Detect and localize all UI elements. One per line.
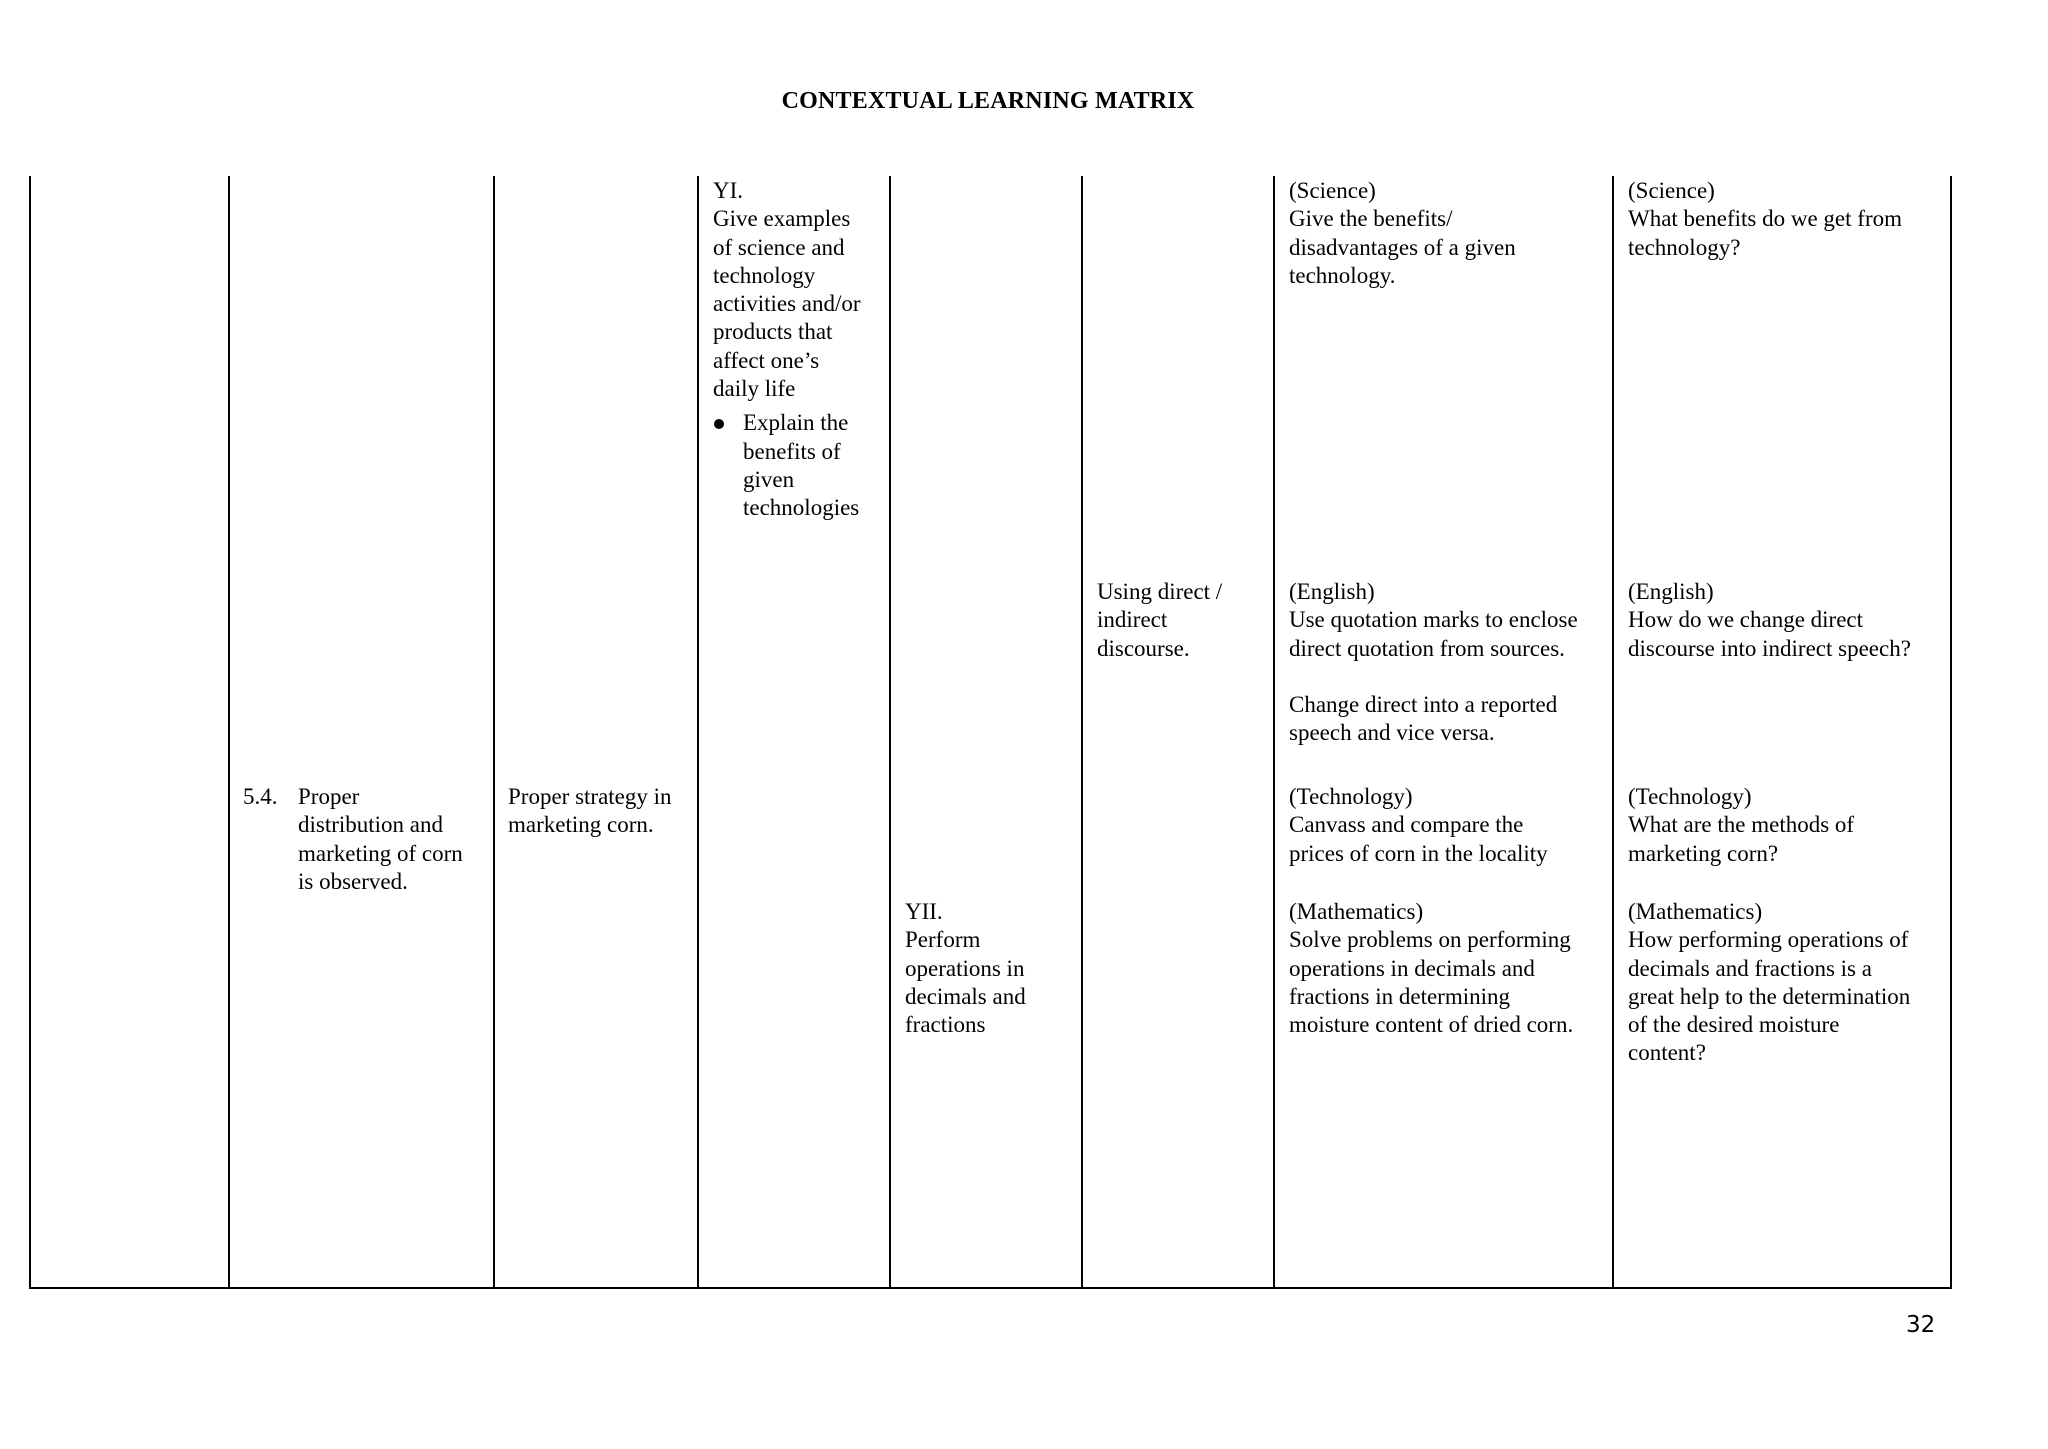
objective-line: Perform — [905, 927, 981, 953]
question-line: of the desired moisture — [1628, 1012, 1840, 1038]
activity-line: disadvantages of a given — [1289, 234, 1516, 260]
column-border — [1950, 176, 1952, 1289]
activity-line: (Technology) — [1289, 784, 1413, 809]
column-border — [697, 176, 699, 1289]
column-border — [1612, 176, 1614, 1289]
learning-matrix-table — [29, 176, 1952, 1289]
bullet-line: technologies — [743, 495, 860, 521]
activity-cell-mathematics — [1289, 898, 1573, 1039]
page-number: 32 — [1906, 1312, 1936, 1338]
question-line: great help to the determination — [1628, 983, 1911, 1009]
objective-line: daily life — [713, 376, 796, 402]
question-line: (Technology) — [1628, 784, 1752, 809]
objective-line: of science and — [713, 234, 845, 260]
outcome-line: is observed. — [298, 868, 408, 894]
question-cell-mathematics — [1628, 898, 1910, 1068]
activity-line: Canvass and compare the — [1289, 812, 1524, 838]
question-line: How performing operations of — [1628, 927, 1909, 953]
activity-line: Solve problems on performing — [1289, 927, 1571, 953]
question-line: How do we change direct — [1628, 607, 1864, 633]
question-cell-english — [1628, 578, 1911, 663]
question-line: decimals and fractions is a — [1628, 955, 1872, 981]
table-bottom-border — [29, 1287, 1952, 1289]
bullet-line: given — [743, 466, 795, 492]
objective-line: products that — [713, 319, 833, 345]
activity-line: prices of corn in the locality — [1289, 840, 1548, 866]
objective-number: YI. — [713, 178, 744, 203]
activity-line: (English) — [1289, 579, 1375, 604]
question-line: (English) — [1628, 579, 1714, 604]
skill-line: discourse. — [1097, 635, 1190, 661]
column-border — [889, 176, 891, 1289]
question-cell-technology — [1628, 783, 1854, 868]
bullet-item — [713, 409, 861, 522]
activity-line: (Mathematics) — [1289, 899, 1424, 924]
activity-line: direct quotation from sources. — [1289, 635, 1565, 661]
objective-line: fractions — [905, 1012, 986, 1038]
outcome-number: 5.4. — [243, 784, 278, 809]
question-line: What are the methods of — [1628, 812, 1855, 838]
objective-line: operations in — [905, 955, 1025, 981]
objective-cell-yii — [905, 898, 1026, 1039]
content-line: Proper strategy in — [508, 784, 672, 809]
bullet-icon — [714, 419, 724, 429]
skill-cell-discourse — [1097, 578, 1222, 663]
outcome-line: marketing of corn — [298, 840, 463, 866]
activity-line: (Science) — [1289, 178, 1376, 203]
question-line: What benefits do we get from — [1628, 206, 1902, 232]
content-line: marketing corn. — [508, 812, 654, 838]
objective-line: affect one’s — [713, 347, 820, 373]
question-line: discourse into indirect speech? — [1628, 635, 1911, 661]
objective-line: YII. — [905, 899, 943, 924]
objective-line: Give examples — [713, 206, 851, 232]
column-border — [1081, 176, 1083, 1289]
column-border — [1273, 176, 1275, 1289]
activity-cell-english — [1289, 578, 1578, 748]
skill-line: indirect — [1097, 607, 1168, 633]
activity-line: moisture content of dried corn. — [1289, 1012, 1574, 1038]
question-line: (Mathematics) — [1628, 899, 1763, 924]
activity-line: Use quotation marks to enclose — [1289, 607, 1578, 633]
activity-line: Give the benefits/ — [1289, 206, 1453, 232]
column-border — [493, 176, 495, 1289]
bullet-line: benefits of — [743, 438, 841, 464]
outcome-line: Proper — [298, 784, 360, 809]
activity-line: speech and vice versa. — [1289, 720, 1495, 746]
question-line: marketing corn? — [1628, 840, 1779, 866]
objective-line: activities and/or — [713, 291, 861, 317]
activity-line: operations in decimals and — [1289, 955, 1535, 981]
activity-cell-technology — [1289, 783, 1548, 868]
question-line: content? — [1628, 1040, 1706, 1066]
objective-cell-yi — [713, 177, 861, 523]
column-border — [29, 176, 31, 1289]
content-cell-marketing — [508, 783, 672, 840]
activity-line: fractions in determining — [1289, 983, 1510, 1009]
objective-line: technology — [713, 262, 816, 288]
outcome-line: distribution and — [298, 812, 444, 838]
page-title: CONTEXTUAL LEARNING MATRIX — [781, 88, 1195, 114]
activity-line: technology. — [1289, 262, 1396, 288]
bullet-line: Explain the — [743, 410, 849, 436]
objective-line: decimals and — [905, 983, 1026, 1009]
skill-line: Using direct / — [1097, 579, 1223, 604]
activity-line: Change direct into a reported — [1289, 692, 1558, 718]
line-spacer — [1289, 663, 1578, 691]
column-border — [228, 176, 230, 1289]
question-line: technology? — [1628, 234, 1741, 260]
question-cell-science — [1628, 177, 1902, 262]
activity-cell-science — [1289, 177, 1516, 290]
question-line: (Science) — [1628, 178, 1715, 203]
